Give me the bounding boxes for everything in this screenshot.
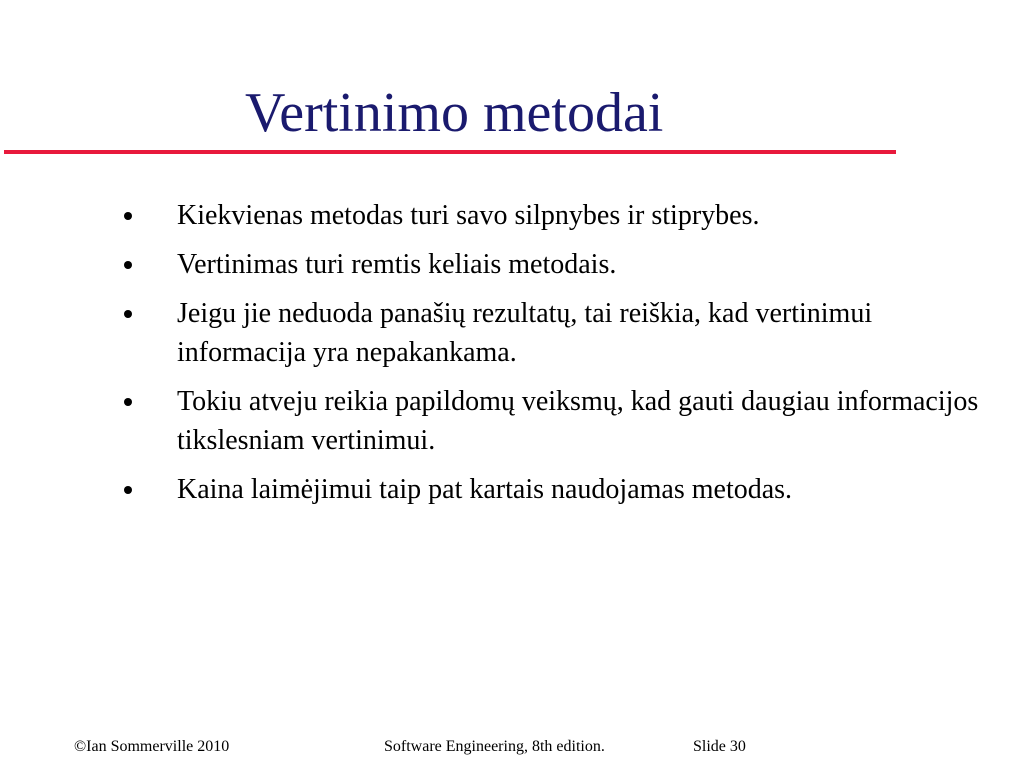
bullet-text: Kiekvienas metodas turi savo silpnybes ir stiprybes. (177, 200, 760, 231)
bullet-item (120, 294, 1000, 372)
bullet-text: Tokiu atveju reikia papildomų veiksmų, kad gauti daugiau informacijos tikslesniam vertinimui. (177, 386, 979, 456)
bullet-text: Vertinimas turi remtis keliais metodais. (177, 249, 617, 280)
bullet-text: Kaina laimėjimui taip pat kartais naudojamas metodas. (177, 474, 793, 505)
footer-book-title: Software Engineering, 8th edition. (384, 738, 605, 755)
bullet-item (120, 470, 1000, 509)
bullet-item (120, 196, 1000, 235)
bullet-list (120, 196, 1000, 519)
bullet-dot-icon (124, 261, 132, 269)
bullet-item (120, 245, 1000, 284)
bullet-text: Jeigu jie neduoda panašių rezultatų, tai reiškia, kad vertinimui informacija yra nepakankama. (177, 298, 873, 368)
bullet-item (120, 382, 1000, 460)
bullet-dot-icon (124, 398, 132, 406)
slide-title: Vertinimo metodai (245, 82, 664, 144)
bullet-dot-icon (124, 212, 132, 220)
footer-slide-number: Slide 30 (693, 738, 746, 755)
footer-copyright: ©Ian Sommerville 2010 (74, 738, 230, 755)
bullet-dot-icon (124, 310, 132, 318)
title-underline (4, 150, 896, 154)
bullet-dot-icon (124, 486, 132, 494)
